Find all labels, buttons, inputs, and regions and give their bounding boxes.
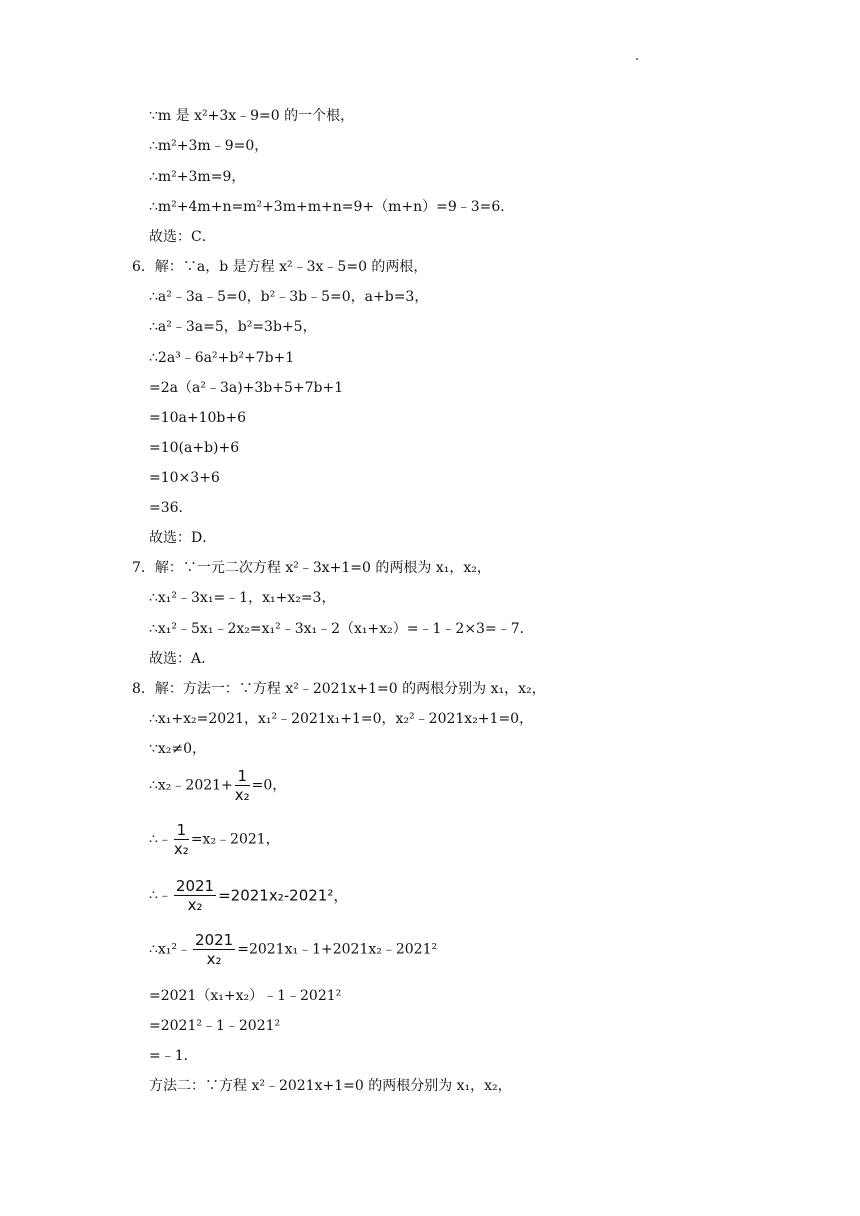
page-dot	[636, 58, 638, 60]
fraction-numerator: 2021	[195, 931, 234, 949]
text-line: ∵x₂≠0，	[149, 741, 207, 757]
text-line: ∴a²﹣3a=5，b²=3b+5，	[149, 319, 317, 335]
text-line: ∴m²+3m﹣9=0，	[149, 138, 269, 154]
fraction-suffix: =0，	[251, 777, 287, 794]
text-line: ∴x₁+x₂=2021，x₁²﹣2021x₁+1=0，x₂²﹣2021x₂+1=0，	[149, 711, 534, 727]
fraction-suffix: =2021x₂-2021²，	[218, 886, 349, 905]
text-line: ∴m²+3m=9，	[149, 169, 246, 185]
text-line: ∵m 是 x²+3x﹣9=0 的一个根，	[149, 108, 355, 124]
text-line: 故选：A．	[149, 651, 216, 667]
fraction-denominator: x₂	[234, 786, 250, 804]
fraction	[193, 931, 235, 968]
problem-7-heading: 7．解：∵一元二次方程 x²﹣3x+1=0 的两根为 x₁，x₂，	[132, 560, 491, 576]
problem-8-heading: 8．解：方法一：∵方程 x²﹣2021x+1=0 的两根分别为 x₁，x₂，	[132, 681, 546, 697]
fraction-line	[149, 877, 348, 917]
fraction-prefix: ∴x₁²﹣	[149, 941, 192, 958]
fraction-numerator: 1	[235, 767, 250, 786]
text-line: ∴x₁²﹣5x₁﹣2x₂=x₁²﹣3x₁﹣2（x₁+x₂）=﹣1﹣2×3=﹣7．	[149, 621, 534, 637]
fraction-denominator: x₂	[206, 950, 222, 968]
fraction-numerator: 2021	[175, 877, 215, 895]
text-line: =﹣1．	[149, 1048, 198, 1064]
text-line: ∴a²﹣3a﹣5=0，b²﹣3b﹣5=0，a+b=3，	[149, 289, 429, 305]
fraction-numerator: 1	[174, 821, 189, 840]
fraction-suffix: =x₂﹣2021，	[190, 831, 280, 848]
problem-6-heading: 6．解：∵a，b 是方程 x²﹣3x﹣5=0 的两根，	[132, 259, 428, 275]
text-line: =36．	[149, 500, 193, 516]
fraction-suffix: =2021x₁﹣1+2021x₂﹣2021²	[237, 941, 438, 958]
fraction-denominator: x₂	[173, 840, 189, 858]
text-line: 故选：D．	[149, 530, 217, 546]
text-line: 故选：C．	[149, 229, 216, 245]
text-line: ∴2a³﹣6a²+b²+7b+1	[149, 350, 295, 366]
fraction-line	[149, 931, 437, 971]
text-line: =2021²﹣1﹣2021²	[149, 1018, 281, 1034]
text-line: =10a+10b+6	[149, 410, 247, 426]
fraction-prefix: ∴x₂﹣2021+	[149, 777, 233, 794]
text-line: =10(a+b)+6	[149, 440, 240, 456]
fraction-denominator: x₂	[187, 896, 203, 914]
fraction-prefix: ∴﹣	[149, 831, 172, 848]
fraction-line	[149, 767, 286, 807]
fraction	[235, 767, 250, 804]
text-line: =2021（x₁+x₂）﹣1﹣2021²	[149, 988, 342, 1004]
text-line: =10×3+6	[149, 470, 220, 486]
fraction	[174, 821, 189, 858]
fraction-prefix: ∴﹣	[149, 887, 172, 904]
text-line: =2a（a²﹣3a)+3b+5+7b+1	[149, 380, 344, 396]
fraction	[174, 877, 216, 914]
text-line: ∴x₁²﹣3x₁=﹣1，x₁+x₂=3，	[149, 590, 336, 606]
method-2-line: 方法二：∵方程 x²﹣2021x+1=0 的两根分别为 x₁，x₂，	[149, 1078, 512, 1094]
fraction-line	[149, 821, 280, 861]
text-line: ∴m²+4m+n=m²+3m+m+n=9+（m+n）=9﹣3=6．	[149, 199, 515, 215]
